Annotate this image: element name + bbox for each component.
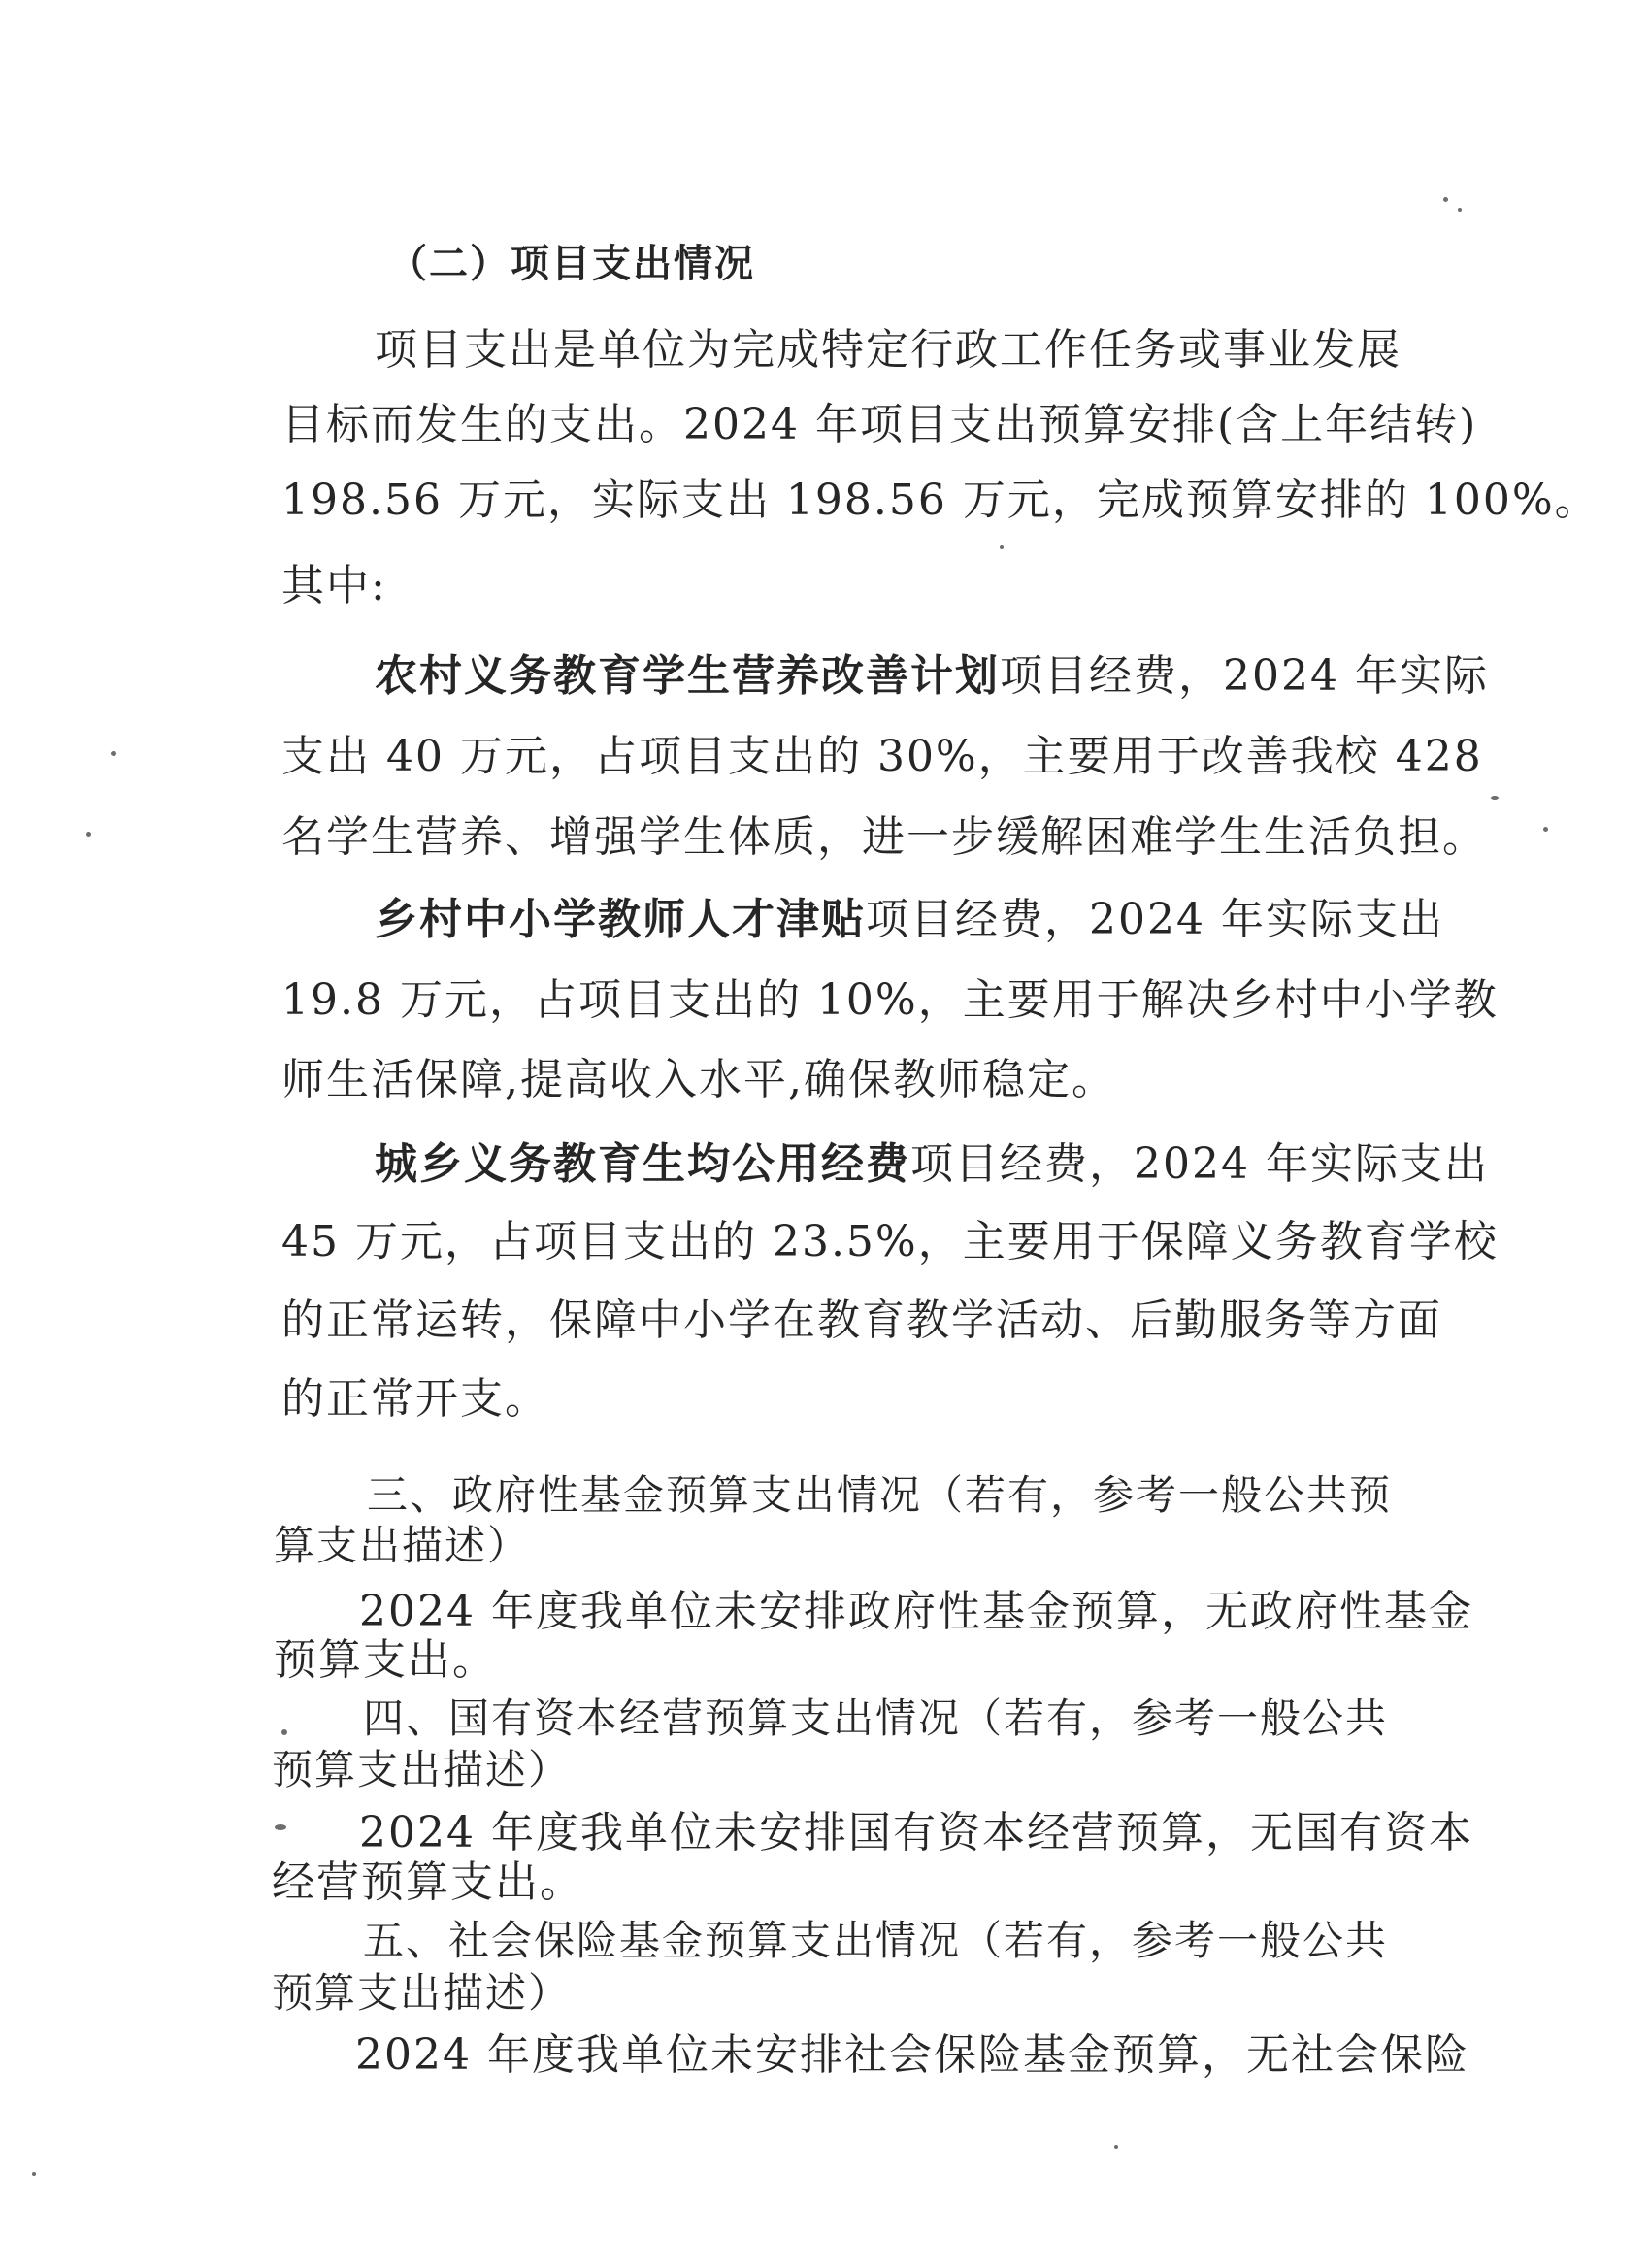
- section-two-heading: （二）项目支出情况: [388, 242, 755, 286]
- paragraph-line: 45 万元，占项目支出的 23.5%，主要用于保障义务教育学校: [281, 1217, 1499, 1266]
- paragraph-line: 198.56 万元，实际支出 198.56 万元，完成预算安排的 100%。: [281, 476, 1600, 525]
- project-item-text: 项目经费，2024 年实际支出: [910, 1139, 1489, 1189]
- section-five-heading: 五、社会保险基金预算支出情况（若有，参考一般公共: [363, 1917, 1389, 1964]
- scan-speck: [1491, 796, 1499, 800]
- scan-speck: [111, 751, 116, 756]
- project-item-text: 项目经费，2024 年实际支出: [866, 895, 1444, 944]
- paragraph-line: 其中:: [281, 561, 387, 610]
- paragraph-line: 19.8 万元，占项目支出的 10%，主要用于解决乡村中小学教: [281, 975, 1499, 1025]
- paragraph-line: 经营预算支出。: [272, 1857, 584, 1907]
- paragraph-line: 预算支出。: [274, 1635, 497, 1685]
- scan-speck: [275, 1824, 286, 1830]
- paragraph-line: 2024 年度我单位未安排社会保险基金预算，无社会保险: [355, 2030, 1469, 2080]
- scan-speck: [281, 1729, 287, 1735]
- project-item-first-line: [375, 649, 1489, 704]
- paragraph-line: 师生活保障,提高收入水平,确保教师稳定。: [281, 1055, 1116, 1104]
- scan-speck: [1458, 208, 1462, 212]
- scan-speck: [86, 832, 91, 837]
- section-five-heading: 预算支出描述）: [272, 1969, 572, 2017]
- section-four-heading: 四、国有资本经营预算支出情况（若有，参考一般公共: [363, 1694, 1389, 1742]
- section-three-heading: 三、政府性基金预算支出情况（若有，参考一般公共预: [367, 1471, 1393, 1519]
- paragraph-line: 的正常运转，保障中小学在教育教学活动、后勤服务等方面: [281, 1296, 1442, 1345]
- scan-speck: [1114, 2145, 1118, 2149]
- paragraph-line: 项目支出是单位为完成特定行政工作任务或事业发展: [375, 325, 1402, 375]
- paragraph-line: 目标而发生的支出。2024 年项目支出预算安排(含上年结转): [281, 400, 1478, 449]
- project-item-first-line: [375, 893, 1444, 947]
- paragraph-line: 2024 年度我单位未安排政府性基金预算，无政府性基金: [359, 1587, 1473, 1636]
- scan-speck: [1443, 197, 1448, 202]
- project-item-text: 项目经费，2024 年实际: [1000, 651, 1489, 701]
- scan-speck: [1543, 827, 1548, 832]
- paragraph-line: 的正常开支。: [281, 1374, 549, 1424]
- paragraph-line: 支出 40 万元，占项目支出的 30%，主要用于改善我校 428: [281, 732, 1483, 781]
- paragraph-line: 名学生营养、增强学生体质，进一步缓解困难学生生活负担。: [281, 812, 1487, 862]
- project-name: 城乡义务教育生均公用经费: [375, 1139, 910, 1189]
- paragraph-line: 2024 年度我单位未安排国有资本经营预算，无国有资本: [359, 1808, 1473, 1857]
- project-name: 农村义务教育学生营养改善计划: [375, 651, 1000, 701]
- project-name: 乡村中小学教师人才津贴: [375, 895, 866, 944]
- project-item-first-line: [375, 1137, 1489, 1192]
- section-three-heading: 算支出描述）: [274, 1522, 531, 1569]
- scan-speck: [1000, 545, 1004, 549]
- section-four-heading: 预算支出描述）: [272, 1746, 572, 1793]
- scan-speck: [32, 2172, 36, 2176]
